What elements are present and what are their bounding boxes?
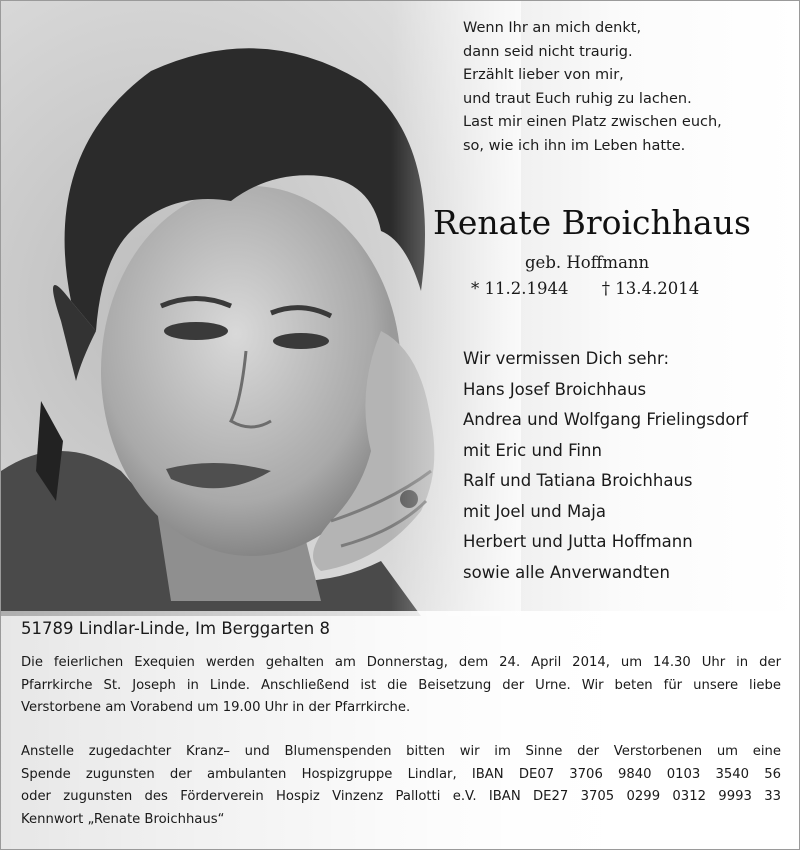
poem-line: Erzählt lieber von mir,: [463, 67, 624, 83]
donation-info-line: oder zugunsten des Förderverein Hospiz Vinzenz Pallotti e.V. IBAN DE27 3705 0299 0312 9993 33: [21, 789, 781, 804]
funeral-info-line: Die feierlichen Exequien werden gehalten am Donnerstag, dem 24. April 2014, um 14.30 Uhr in der: [21, 655, 781, 670]
poem: [463, 17, 783, 158]
death-date: † 13.4.2014: [601, 279, 700, 298]
birth-date: * 11.2.1944: [471, 279, 569, 298]
mourner-entry: Hans Josef Broichhaus: [463, 379, 647, 399]
mourner-entry: sowie alle Anverwandten: [463, 562, 670, 582]
mourners-heading: Wir vermissen Dich sehr:: [463, 349, 670, 368]
poem-line: und traut Euch ruhig zu lachen.: [463, 90, 692, 107]
funeral-info: [21, 652, 781, 720]
funeral-info-line: Pfarrkirche St. Joseph in Linde. Anschließend ist die Beisetzung der Urne. Wir beten für unsere liebe: [21, 677, 781, 693]
poem-line: so, wie ich ihn im Leben hatte.: [463, 137, 686, 154]
mourner-entry: Andrea und Wolfgang Frielingsdorf: [463, 410, 749, 429]
mourner-entry: Herbert und Jutta Hoffmann: [463, 532, 693, 551]
mourner-entry: mit Joel und Maja: [463, 501, 606, 521]
funeral-info-line: Verstorbene am Vorabend um 19.00 Uhr in der Pfarrkirche.: [21, 700, 411, 715]
deceased-name: Renate Broichhaus: [433, 203, 751, 242]
poem-line: Last mir einen Platz zwischen euch,: [463, 114, 722, 130]
poem-line: Wenn Ihr an mich denkt,: [463, 20, 642, 36]
poem-line: dann seid nicht traurig.: [463, 43, 633, 60]
maiden-name: geb. Hoffmann: [525, 253, 650, 272]
donation-info-line: Spende zugunsten der ambulanten Hospizgruppe Lindlar, IBAN DE07 3706 9840 0103 3540 56: [21, 766, 781, 782]
donation-info: [21, 741, 781, 831]
mourners-list: [463, 344, 793, 588]
donation-info-line: Kennwort „Renate Broichhaus“: [21, 811, 225, 827]
mourner-entry: mit Eric und Finn: [463, 440, 602, 460]
portrait-photo: [1, 1, 521, 616]
address: 51789 Lindlar-Linde, Im Berggarten 8: [21, 619, 330, 638]
donation-info-line: Anstelle zugedachter Kranz– und Blumenspenden bitten wir im Sinne der Verstorbenen um eine: [21, 744, 781, 759]
life-dates: [471, 279, 771, 298]
mourner-entry: Ralf und Tatiana Broichhaus: [463, 471, 693, 490]
